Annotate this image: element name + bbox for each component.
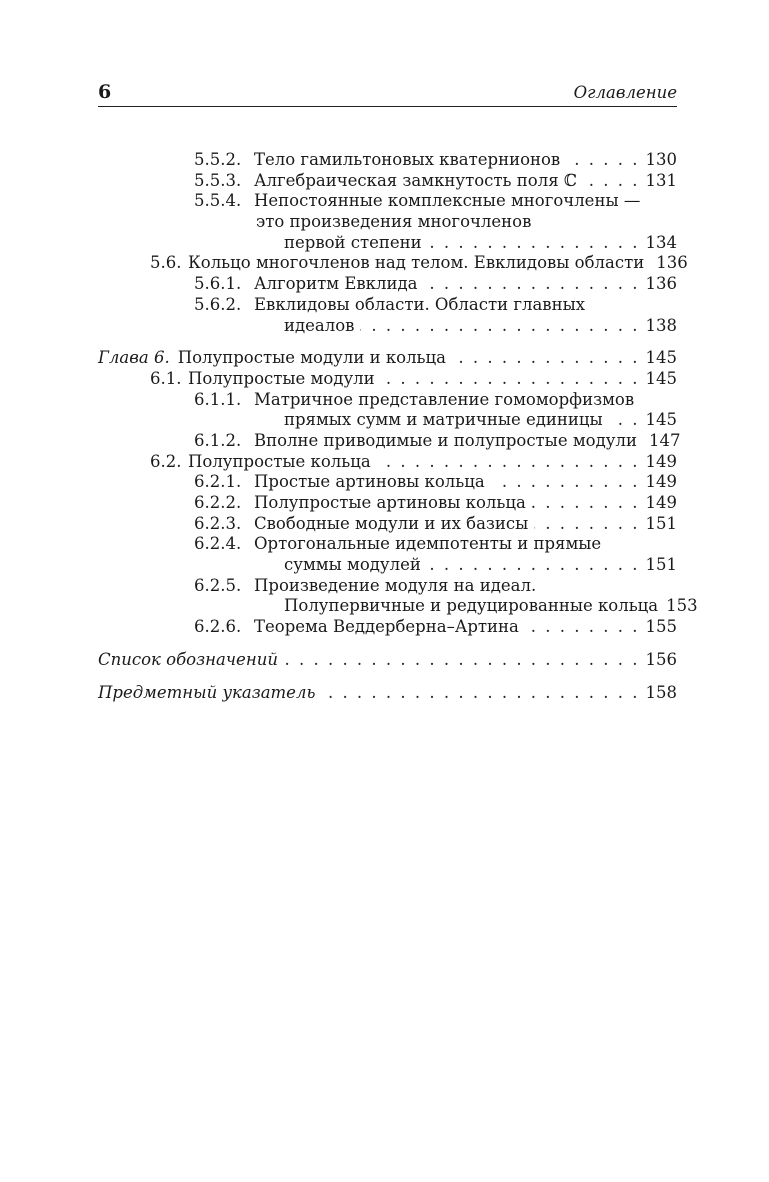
entry-number: 6.2.3. — [194, 513, 242, 533]
entry-title: Полупростые кольца — [188, 451, 371, 471]
entry-title: Простые артиновы кольца — [254, 472, 485, 492]
entry-title: Предметный указатель — [98, 682, 316, 702]
entry-title-continuation: это произведения многочленов — [256, 212, 532, 232]
entry-title: Непостоянные комплексные многочлены — — [254, 191, 641, 211]
entry-page: 145 — [645, 368, 677, 388]
entry-page: 131 — [645, 170, 677, 190]
entry-page: 136 — [645, 274, 677, 294]
dot-leader — [525, 617, 640, 638]
toc-entry-5-5-4-cont2[interactable] — [98, 233, 677, 254]
toc-entry-6-2-6[interactable] — [98, 617, 677, 638]
dot-leader — [423, 274, 639, 295]
entry-title: Кольцо многочленов над телом. Евклидовы области — [188, 253, 645, 273]
toc-entry-5-5-4-cont[interactable] — [98, 212, 677, 233]
entry-title: Вполне приводимые и полупростые модули — [254, 430, 637, 450]
entry-title: Алгоритм Евклида — [254, 274, 418, 294]
entry-title-continuation: Полупервичные и редуцированные кольца — [284, 596, 659, 616]
dot-leader — [427, 555, 640, 576]
dot-leader — [284, 650, 640, 671]
entry-title: Полупростые модули — [188, 368, 375, 388]
entry-page: 147 — [648, 430, 681, 450]
entry-title: Матричное представление гомоморфизмов — [254, 389, 635, 409]
entry-page: 136 — [656, 253, 688, 273]
toc-entry-notation[interactable] — [98, 650, 677, 671]
entry-number: 5.6.2. — [194, 294, 242, 314]
entry-page: 149 — [645, 472, 677, 492]
table-of-contents — [98, 150, 698, 703]
entry-title-continuation: прямых сумм и матричные единицы — [284, 410, 603, 430]
toc-entry-6-2[interactable] — [98, 452, 677, 473]
toc-entry-6-1-2[interactable] — [98, 430, 681, 452]
toc-entry-6-2-4-cont[interactable] — [98, 555, 677, 576]
entry-title: Произведение модуля на идеал. — [254, 575, 537, 595]
dot-leader — [583, 171, 640, 192]
entry-title: Список обозначений — [98, 649, 278, 669]
toc-entry-6-2-2[interactable] — [98, 493, 677, 514]
dot-leader — [321, 683, 639, 704]
dot-leader — [491, 472, 640, 493]
entry-number: 6.1.1. — [194, 389, 242, 409]
toc-entry-6-1-1-cont[interactable] — [98, 410, 677, 431]
toc-entry-5-6-2[interactable] — [98, 295, 677, 316]
entry-page: 158 — [645, 682, 677, 702]
entry-page: 134 — [645, 232, 677, 252]
toc-entry-5-6[interactable] — [98, 253, 688, 274]
toc-entry-5-6-2-cont[interactable] — [98, 316, 677, 337]
entry-page: 156 — [645, 649, 677, 669]
entry-page: 151 — [645, 513, 677, 533]
entry-page: 145 — [645, 348, 677, 368]
entry-number: 5.6.1. — [194, 274, 242, 294]
entry-title: Ортогональные идемпотенты и прямые — [254, 534, 602, 554]
entry-number: 6.2.6. — [194, 617, 242, 637]
entry-page: 153 — [666, 596, 698, 616]
chapter-label: Глава 6. — [98, 348, 170, 368]
entry-number: 6.2. — [150, 451, 182, 471]
toc-entry-5-6-1[interactable] — [98, 274, 677, 295]
dot-leader — [452, 348, 640, 369]
page-number: 6 — [98, 81, 112, 103]
entry-title-continuation: суммы модулей — [284, 555, 421, 575]
entry-page: 138 — [645, 315, 677, 335]
page-header — [98, 80, 677, 107]
toc-entry-6-1-1[interactable] — [98, 390, 677, 411]
entry-page: 155 — [645, 617, 677, 637]
dot-leader — [381, 369, 640, 390]
entry-title: Тело гамильтоновых кватернионов — [254, 150, 561, 169]
toc-entry-6-2-5[interactable] — [98, 576, 677, 597]
toc-entry-5-5-3[interactable] — [98, 171, 677, 192]
entry-number: 5.5.2. — [194, 150, 242, 169]
dot-leader — [377, 452, 640, 473]
toc-entry-5-5-2[interactable] — [98, 150, 677, 171]
toc-entry-6-2-5-cont[interactable] — [98, 596, 698, 617]
toc-entry-chapter-6[interactable] — [98, 348, 677, 369]
entry-page: 130 — [645, 150, 677, 169]
entry-page: 149 — [645, 451, 677, 471]
dot-leader — [609, 410, 640, 431]
entry-number: 6.2.5. — [194, 575, 242, 595]
entry-title: Алгебраическая замкнутость поля ℂ — [254, 170, 577, 190]
toc-entry-5-5-4[interactable] — [98, 191, 677, 212]
running-title: Оглавление — [573, 83, 677, 102]
entry-title: Теорема Веддерберна–Артина — [254, 617, 519, 637]
entry-page: 151 — [645, 555, 677, 575]
dot-leader — [360, 316, 639, 337]
dot-leader — [534, 514, 639, 535]
toc-entry-6-1[interactable] — [98, 369, 677, 390]
entry-number: 6.1.2. — [194, 430, 242, 450]
entry-title-continuation: идеалов — [284, 315, 355, 335]
toc-entry-index[interactable] — [98, 683, 677, 704]
entry-title: Свободные модули и их базисы — [254, 513, 529, 533]
dot-leader — [566, 150, 639, 171]
entry-title-continuation: первой степени — [284, 232, 422, 252]
entry-number: 5.5.3. — [194, 170, 242, 190]
entry-number: 5.5.4. — [194, 191, 242, 211]
entry-number: 5.6. — [150, 253, 182, 273]
entry-number: 6.1. — [150, 368, 182, 388]
toc-entry-6-2-3[interactable] — [98, 514, 677, 535]
entry-number: 6.2.2. — [194, 493, 242, 512]
entry-title: Полупростые модули и кольца — [177, 348, 446, 368]
entry-number: 6.2.4. — [194, 534, 242, 554]
entry-title: Полупростые артиновы кольца — [254, 493, 526, 512]
dot-leader — [532, 493, 640, 514]
entry-title: Евклидовы области. Области главных — [254, 294, 586, 314]
entry-number: 6.2.1. — [194, 472, 242, 492]
entry-page: 145 — [645, 410, 677, 430]
entry-page: 149 — [645, 493, 677, 512]
dot-leader — [428, 233, 640, 254]
toc-entry-6-2-1[interactable] — [98, 472, 677, 493]
toc-entry-6-2-4[interactable] — [98, 534, 677, 555]
